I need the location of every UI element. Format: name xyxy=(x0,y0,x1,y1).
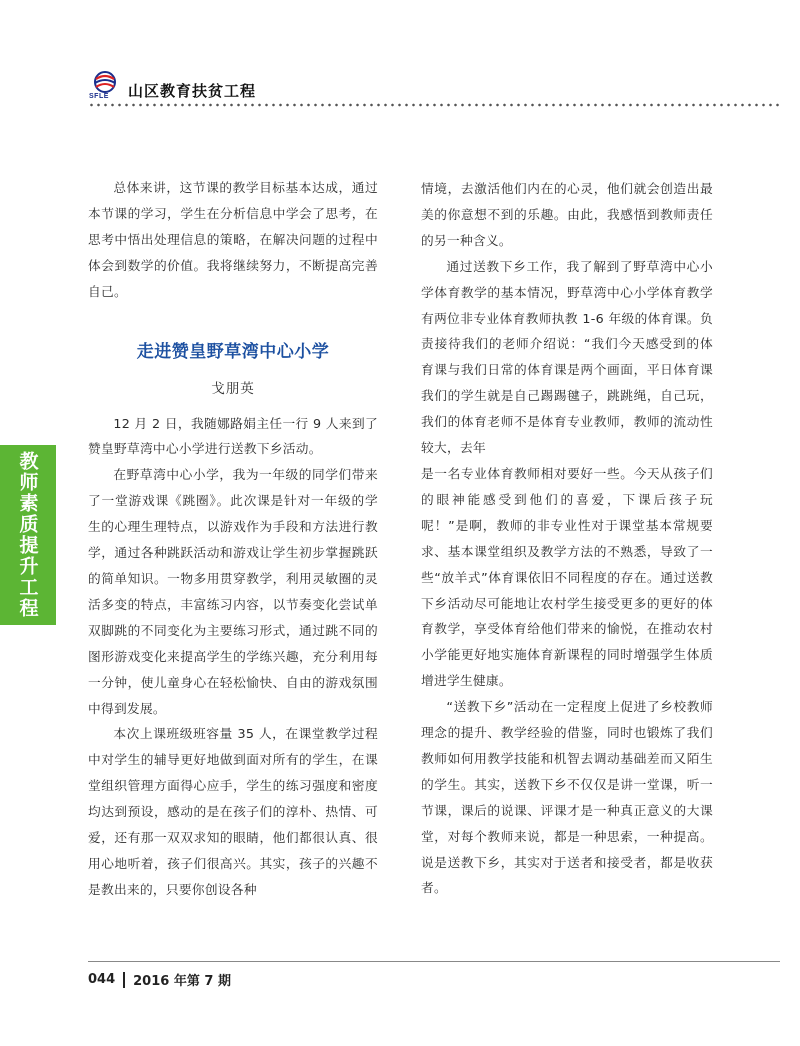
body-paragraph: 12 月 2 日，我随娜路娟主任一行 9 人来到了赞皇野草湾中心小学进行送教下乡活动。 xyxy=(88,415,378,457)
side-tab xyxy=(0,445,56,625)
page-header xyxy=(88,66,256,106)
footer-rule xyxy=(88,961,780,962)
side-tab-label: 教师素质提升工程 xyxy=(16,451,39,619)
body-paragraph: 通过送教下乡工作，我了解到了野草湾中心小学体育教学的基本情况，野草湾中心小学体育教学有两位非专业体育教师执教 1-6 年级的体育课。负责接待我们的老师介绍说：“我们今天感受到的体育课与我们日常的体育课是两个画面，平日体育课我们的学生就是自己踢踢毽子，跳跳绳，自己玩，我们的体育老师不是体育专业教师，教师的流动性较大，去年 xyxy=(421,258,713,456)
globe-logo-icon xyxy=(88,71,122,95)
left-column xyxy=(88,175,378,903)
body-paragraph: 本次上课班级班容量 35 人，在课堂教学过程中对学生的辅导更好地做到面对所有的学生，在课堂组织管理方面得心应手，学生的练习强度和密度均达到预设，感动的是在孩子们的淳朴、热情、可爱，还有那一双双求知的眼睛，他们都很认真、很用心地听着，孩子们很高兴。其实，孩子的兴趣不是教出来的，只要你创设各种 xyxy=(88,726,378,897)
section-title: 山区教育扶贫工程 xyxy=(128,81,257,100)
logo-text: SFLE xyxy=(89,93,109,100)
continued-paragraph: 情境，去激活他们内在的心灵，他们就会创造出最美的你意想不到的乐趣。由此，我感悟到教师责任的另一种含义。 xyxy=(421,181,713,248)
page-footer xyxy=(88,970,231,989)
right-column xyxy=(421,176,713,901)
page-number: 044 xyxy=(88,972,116,987)
body-paragraph: 在野草湾中心小学，我为一年级的同学们带来了一堂游戏课《跳圈》。此次课是针对一年级的学生的心理生理特点，以游戏作为手段和方法进行教学，通过各种跳跃活动和游戏让学生初步掌握跳跃的简单知识。一物多用贯穿教学，利用灵敏圈的灵活多变的特点，丰富练习内容，以节奏变化尝试单双脚跳的不同变化为主要练习形式，通过跳不同的图形游戏变化来提高学生的学练兴趣，充分利用每一分钟，使儿童身心在轻松愉快、自由的游戏氛围中得到发展。 xyxy=(88,467,378,716)
header-dotted-rule xyxy=(88,101,780,109)
footer-separator xyxy=(123,972,125,988)
body-paragraph: 是一名专业体育教师相对要好一些。今天从孩子们的眼神能感受到他们的喜爱，下课后孩子玩呢！”是啊，教师的非专业性对于课堂基本常规要求、基本课堂组织及教学方法的不熟悉，导致了一些“放羊式”体育课依旧不同程度的存在。通过送教下乡活动尽可能地让农村学生接受更多的更好的体育教学，享受体育给他们带来的愉悦，在推动农村小学能更好地实施体育新课程的同时增强学生体质增进学生健康。 xyxy=(421,465,713,689)
article-title: 走进赞皇野草湾中心小学 xyxy=(136,341,330,362)
article-author: 戈朋英 xyxy=(211,380,255,397)
body-paragraph: “送教下乡”活动在一定程度上促进了乡校教师理念的提升、教学经验的借鉴，同时也锻炼了我们教师如何用教学技能和机智去调动基础差而又陌生的学生。其实，送教下乡不仅仅是讲一堂课，听一节课，课后的说课、评课才是一种真正意义的大课堂，对每个教师来说，都是一种思索，一种提高。说是送教下乡，其实对于送者和接受者，都是收获者。 xyxy=(421,699,713,896)
intro-paragraph: 总体来讲，这节课的教学目标基本达成，通过本节课的学习，学生在分析信息中学会了思考，在思考中悟出处理信息的策略，在解决问题的过程中体会到数学的价值。我将继续努力，不断提高完善自己。 xyxy=(88,180,378,299)
sfle-logo xyxy=(88,71,122,101)
issue-label: 2016 年第 7 期 xyxy=(133,974,231,989)
